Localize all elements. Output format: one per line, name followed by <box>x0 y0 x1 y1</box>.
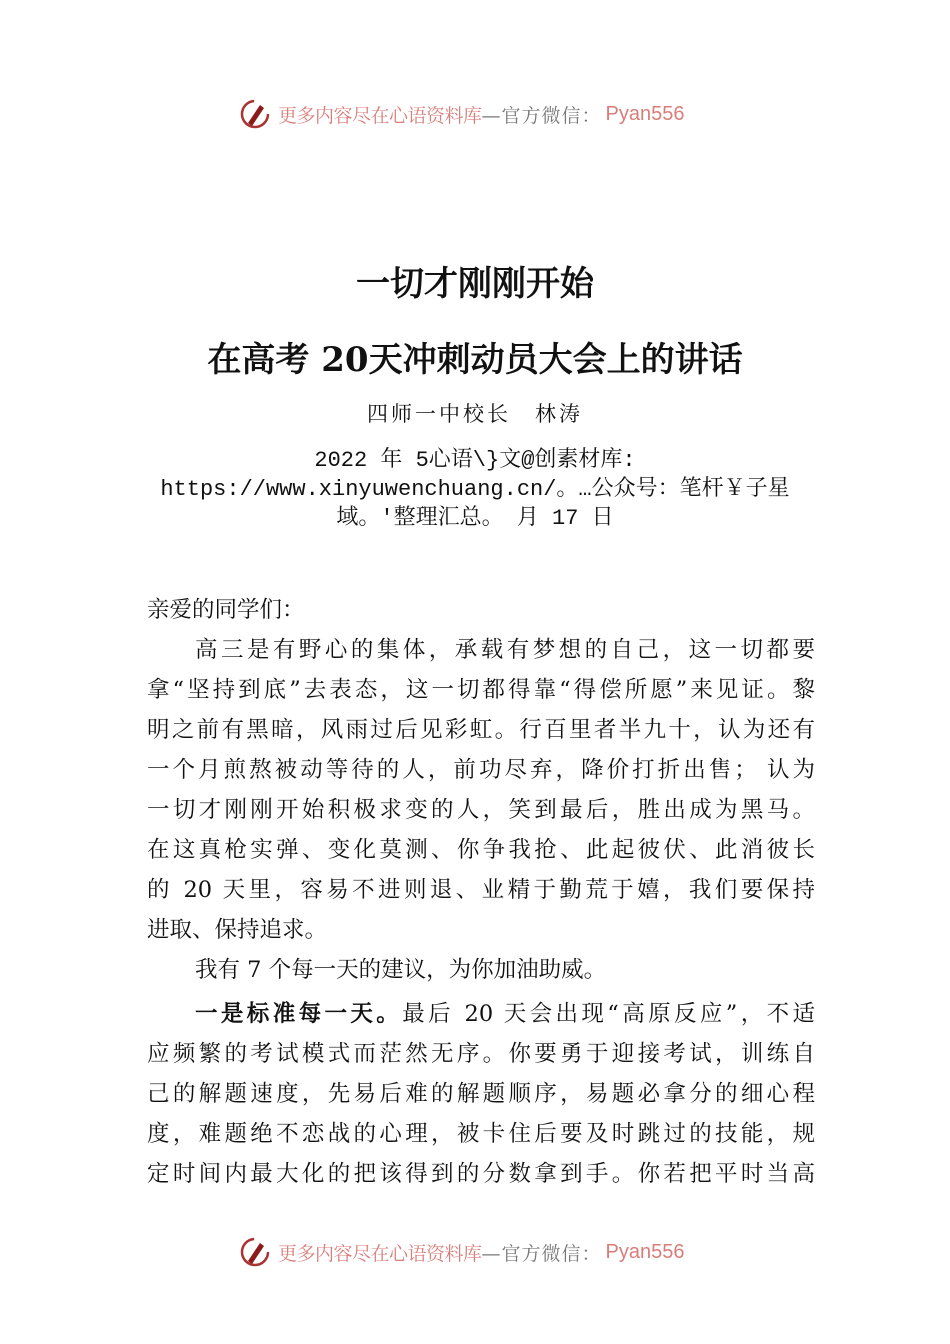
banner-site-text: 更多内容尽在心语资料库 <box>278 104 482 127</box>
paragraph-line: 一切才刚刚开始积极求变的人，笑到最后，胜出成为黑马。 <box>147 797 815 823</box>
paragraph-line: 定时间内最大化的把该得到的分数拿到手。你若把平时当高 <box>147 1161 815 1187</box>
paragraph-line: 一个月煎熬被动等待的人，前功尽弃，降价打折出售； 认为 <box>147 757 815 783</box>
section-heading: 一是标准每一天。 <box>195 1001 403 1027</box>
footer-banner <box>238 1234 728 1270</box>
document-subtitle: 在高考 20天冲刺动员大会上的讲话 <box>207 340 743 380</box>
banner-wechat-id: Pyan556 <box>605 102 685 125</box>
paragraph-line: 我有 7 个每一天的建议，为你加油助威。 <box>195 957 607 983</box>
greeting: 亲爱的同学们： <box>147 597 305 623</box>
pen-logo-icon <box>238 1235 272 1269</box>
paragraph-line: 明之前有黑暗，风雨过后见彩虹。行百里者半九十，认为还有 <box>147 717 815 743</box>
pen-logo-icon <box>238 97 272 131</box>
date-line: 2022 年 5心语\}文@创素材库: <box>314 448 636 473</box>
paragraph-line: 应频繁的考试模式而茫然无序。你要勇于迎接考试，训练自 <box>147 1041 815 1067</box>
date-line: 域。'整理汇总。 月 17 日 <box>336 506 614 531</box>
paragraph-line: 高三是有野心的集体，承载有梦想的自己，这一切都要 <box>195 637 815 663</box>
banner-wechat-id: Pyan556 <box>605 1240 685 1263</box>
paragraph-line: 度，难题绝不恋战的心理，被卡住后要及时跳过的技能，规 <box>147 1121 815 1147</box>
paragraph-line: 己的解题速度，先易后难的解题顺序，易题必拿分的细心程 <box>147 1081 815 1107</box>
date-block <box>130 446 820 533</box>
paragraph-line: 在这真枪实弹、变化莫测、你争我抢、此起彼伏、此消彼长 <box>147 837 815 863</box>
paragraph-line: 拿“坚持到底”去表态，这一切都得靠“得偿所愿”来见证。黎 <box>147 677 815 703</box>
paragraph-text: 最后 20 天会出现“高原反应”，不适 <box>402 1001 815 1027</box>
date-line: https://www.xinyuwenchuang.cn/。…公众号：笔杆￥子星 <box>160 477 790 502</box>
banner-wechat-label: —官方微信： <box>481 1242 602 1265</box>
paragraph-line <box>147 994 815 1034</box>
document-title: 一切才刚刚开始 <box>356 264 594 304</box>
banner-wechat-label: —官方微信： <box>481 104 602 127</box>
header-banner <box>238 96 728 132</box>
author-line: 四师一中校长 林涛 <box>367 402 583 426</box>
paragraph-line: 的 20 天里，容易不进则退、业精于勤荒于嬉，我们要保持 <box>147 877 815 903</box>
document-body <box>147 590 815 1194</box>
banner-site-text: 更多内容尽在心语资料库 <box>278 1242 482 1265</box>
paragraph-line: 进取、保持追求。 <box>147 917 328 943</box>
